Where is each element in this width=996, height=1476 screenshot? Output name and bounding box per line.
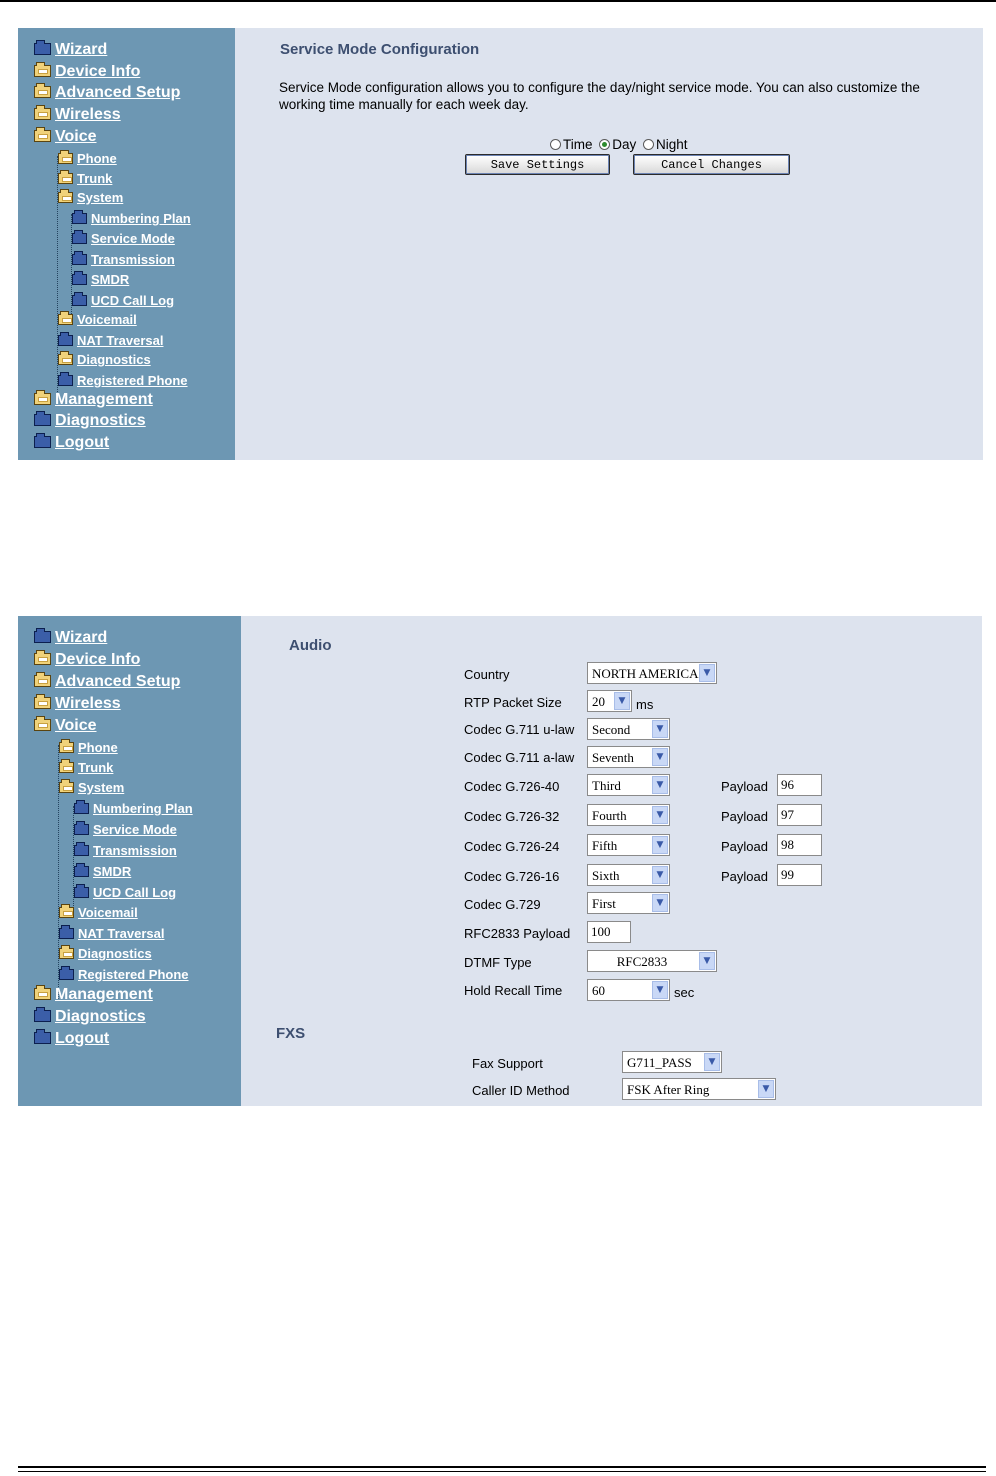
g711u-label: Codec G.711 u-law xyxy=(464,722,575,737)
nav-logout[interactable]: Logout xyxy=(34,1030,109,1048)
country-select[interactable]: NORTH AMERICA ▼ xyxy=(587,662,717,684)
nav-advanced-setup[interactable]: Advanced Setup xyxy=(34,84,180,102)
nav-wireless[interactable]: Wireless xyxy=(34,695,121,713)
g726-24-label: Codec G.726-24 xyxy=(464,839,560,854)
g726-40-payload-label: Payload xyxy=(721,779,768,794)
rtp-packet-size-select[interactable]: 20 ▼ xyxy=(587,690,632,712)
folder-closed-icon xyxy=(34,1010,51,1022)
nav-advanced-setup[interactable]: Advanced Setup xyxy=(34,673,180,691)
folder-open-icon xyxy=(34,130,51,142)
g726-32-payload-label: Payload xyxy=(721,809,768,824)
chevron-down-icon: ▼ xyxy=(652,866,668,884)
nav-smdr[interactable]: SMDR xyxy=(72,272,129,287)
folder-open-icon xyxy=(59,948,74,959)
nav-registered-phone[interactable]: Registered Phone xyxy=(58,373,188,388)
nav-trunk[interactable]: Trunk xyxy=(59,760,113,775)
fax-support-select[interactable]: G711_PASS ▼ xyxy=(622,1051,722,1073)
sidebar xyxy=(18,616,241,1106)
page-bottom-rule-thin xyxy=(18,1471,986,1472)
folder-open-icon xyxy=(34,86,51,98)
hold-recall-label: Hold Recall Time xyxy=(464,983,563,998)
folder-closed-icon xyxy=(72,274,87,285)
caller-id-label: Caller ID Method xyxy=(472,1083,570,1098)
nav-diagnostics-sub[interactable]: Diagnostics xyxy=(58,352,151,367)
nav-nat-traversal[interactable]: NAT Traversal xyxy=(59,926,164,941)
folder-closed-icon xyxy=(74,866,89,877)
folder-closed-icon xyxy=(34,1032,51,1044)
nav-diagnostics[interactable]: Diagnostics xyxy=(34,412,146,430)
g726-16-payload-input[interactable]: 99 xyxy=(777,864,822,886)
nav-numbering-plan[interactable]: Numbering Plan xyxy=(72,211,191,226)
folder-closed-icon xyxy=(59,928,74,939)
chevron-down-icon: ▼ xyxy=(614,692,630,710)
folder-closed-icon xyxy=(34,414,51,426)
service-mode-screenshot xyxy=(18,28,983,460)
nav-management[interactable]: Management xyxy=(34,986,153,1004)
nav-system[interactable]: System xyxy=(59,780,124,795)
folder-closed-icon xyxy=(58,335,73,346)
nav-phone[interactable]: Phone xyxy=(58,151,117,166)
folder-closed-icon xyxy=(34,436,51,448)
page-title: Service Mode Configuration xyxy=(280,41,480,58)
folder-closed-icon xyxy=(74,803,89,814)
folder-closed-icon xyxy=(72,295,87,306)
nav-trunk[interactable]: Trunk xyxy=(58,171,112,186)
folder-closed-icon xyxy=(72,233,87,244)
g726-32-payload-input[interactable]: 97 xyxy=(777,804,822,826)
g726-24-payload-input[interactable]: 98 xyxy=(777,834,822,856)
chevron-down-icon: ▼ xyxy=(704,1053,720,1071)
chevron-down-icon: ▼ xyxy=(758,1080,774,1098)
g711a-select[interactable]: Seventh ▼ xyxy=(587,746,670,768)
dtmf-type-select[interactable]: RFC2833 ▼ xyxy=(587,950,717,972)
g726-32-label: Codec G.726-32 xyxy=(464,809,560,824)
radio-night[interactable]: Night xyxy=(643,137,688,152)
folder-open-icon xyxy=(58,153,73,164)
nav-ucd-call-log[interactable]: UCD Call Log xyxy=(74,885,176,900)
g726-16-label: Codec G.726-16 xyxy=(464,869,560,884)
description-line-2: working time manually for each week day. xyxy=(279,97,529,112)
g726-32-select[interactable]: Fourth ▼ xyxy=(587,804,670,826)
radio-circle-selected[interactable] xyxy=(599,139,610,150)
nav-wireless[interactable]: Wireless xyxy=(34,106,121,124)
g726-40-label: Codec G.726-40 xyxy=(464,779,560,794)
fxs-section-title: FXS xyxy=(276,1025,306,1042)
country-label: Country xyxy=(464,667,510,682)
audio-section-title: Audio xyxy=(289,637,332,654)
g726-24-select[interactable]: Fifth ▼ xyxy=(587,834,670,856)
folder-closed-icon xyxy=(72,254,87,265)
service-mode-radio-group xyxy=(550,137,688,152)
chevron-down-icon: ▼ xyxy=(652,836,668,854)
chevron-down-icon: ▼ xyxy=(652,748,668,766)
sidebar xyxy=(18,28,235,460)
caller-id-select[interactable]: FSK After Ring ▼ xyxy=(622,1078,776,1100)
folder-open-icon xyxy=(34,719,51,731)
g726-40-select[interactable]: Third ▼ xyxy=(587,774,670,796)
rfc2833-payload-input[interactable]: 100 xyxy=(587,921,631,943)
folder-open-icon xyxy=(59,907,74,918)
nav-management[interactable]: Management xyxy=(34,391,153,409)
chevron-down-icon: ▼ xyxy=(652,981,668,999)
rtp-label: RTP Packet Size xyxy=(464,695,562,710)
nav-registered-phone[interactable]: Registered Phone xyxy=(59,967,189,982)
folder-open-icon xyxy=(34,65,51,77)
folder-open-icon xyxy=(58,314,73,325)
folder-closed-icon xyxy=(34,43,51,55)
chevron-down-icon: ▼ xyxy=(652,806,668,824)
page-top-rule xyxy=(0,0,996,2)
voice-audio-screenshot xyxy=(18,616,982,1106)
folder-open-icon xyxy=(34,108,51,120)
folder-open-icon xyxy=(58,173,73,184)
radio-circle[interactable] xyxy=(550,139,561,150)
nav-device-info[interactable]: Device Info xyxy=(34,63,140,81)
g726-16-payload-label: Payload xyxy=(721,869,768,884)
folder-open-icon xyxy=(34,393,51,405)
nav-system[interactable]: System xyxy=(58,190,123,205)
folder-open-icon xyxy=(59,762,74,773)
folder-closed-icon xyxy=(74,845,89,856)
nav-ucd-call-log[interactable]: UCD Call Log xyxy=(72,293,174,308)
cancel-changes-button[interactable]: Cancel Changes xyxy=(633,154,790,175)
nav-smdr[interactable]: SMDR xyxy=(74,864,131,879)
folder-open-icon xyxy=(58,192,73,203)
nav-wizard[interactable]: Wizard xyxy=(34,41,107,59)
g711u-select[interactable]: Second ▼ xyxy=(587,718,670,740)
nav-voicemail[interactable]: Voicemail xyxy=(59,905,138,920)
chevron-down-icon: ▼ xyxy=(699,952,715,970)
folder-closed-icon xyxy=(59,969,74,980)
radio-day[interactable]: Day xyxy=(599,137,636,152)
g726-40-payload-input[interactable]: 96 xyxy=(777,774,822,796)
chevron-down-icon: ▼ xyxy=(652,776,668,794)
folder-closed-icon xyxy=(74,887,89,898)
radio-circle[interactable] xyxy=(643,139,654,150)
g726-24-payload-label: Payload xyxy=(721,839,768,854)
description-line-1: Service Mode configuration allows you to configure the day/night service mode. You can also customize the xyxy=(279,80,920,95)
folder-open-icon xyxy=(34,697,51,709)
nav-phone[interactable]: Phone xyxy=(59,740,118,755)
g729-select[interactable]: First ▼ xyxy=(587,892,670,914)
folder-closed-icon xyxy=(58,375,73,386)
nav-voice[interactable]: Voice xyxy=(34,128,97,146)
folder-closed-icon xyxy=(74,824,89,835)
rfc2833-payload-label: RFC2833 Payload xyxy=(464,926,571,941)
nav-logout[interactable]: Logout xyxy=(34,434,109,452)
rtp-unit: ms xyxy=(636,697,654,712)
chevron-down-icon: ▼ xyxy=(652,894,668,912)
nav-diagnostics[interactable]: Diagnostics xyxy=(34,1008,146,1026)
folder-open-icon xyxy=(34,988,51,1000)
hold-recall-unit: sec xyxy=(674,985,695,1000)
folder-open-icon xyxy=(34,653,51,665)
folder-closed-icon xyxy=(34,631,51,643)
fax-support-label: Fax Support xyxy=(472,1056,543,1071)
nav-transmission[interactable]: Transmission xyxy=(74,843,177,858)
folder-open-icon xyxy=(59,742,74,753)
g729-label: Codec G.729 xyxy=(464,897,541,912)
nav-nat-traversal[interactable]: NAT Traversal xyxy=(58,333,163,348)
nav-service-mode[interactable]: Service Mode xyxy=(72,231,175,246)
folder-open-icon xyxy=(58,354,73,365)
page-bottom-rule xyxy=(18,1466,986,1468)
folder-open-icon xyxy=(59,782,74,793)
dtmf-type-label: DTMF Type xyxy=(464,955,532,970)
chevron-down-icon: ▼ xyxy=(699,664,715,682)
g726-16-select[interactable]: Sixth ▼ xyxy=(587,864,670,886)
nav-device-info[interactable]: Device Info xyxy=(34,651,140,669)
nav-voicemail[interactable]: Voicemail xyxy=(58,312,137,327)
hold-recall-select[interactable]: 60 ▼ xyxy=(587,979,670,1001)
nav-voice[interactable]: Voice xyxy=(34,717,97,735)
save-settings-button[interactable]: Save Settings xyxy=(465,154,610,175)
nav-wizard[interactable]: Wizard xyxy=(34,629,107,647)
nav-diagnostics-sub[interactable]: Diagnostics xyxy=(59,946,152,961)
chevron-down-icon: ▼ xyxy=(652,720,668,738)
folder-open-icon xyxy=(34,675,51,687)
g711a-label: Codec G.711 a-law xyxy=(464,750,575,765)
nav-transmission[interactable]: Transmission xyxy=(72,252,175,267)
nav-numbering-plan[interactable]: Numbering Plan xyxy=(74,801,193,816)
nav-service-mode[interactable]: Service Mode xyxy=(74,822,177,837)
folder-closed-icon xyxy=(72,213,87,224)
radio-time[interactable]: Time xyxy=(550,137,593,152)
